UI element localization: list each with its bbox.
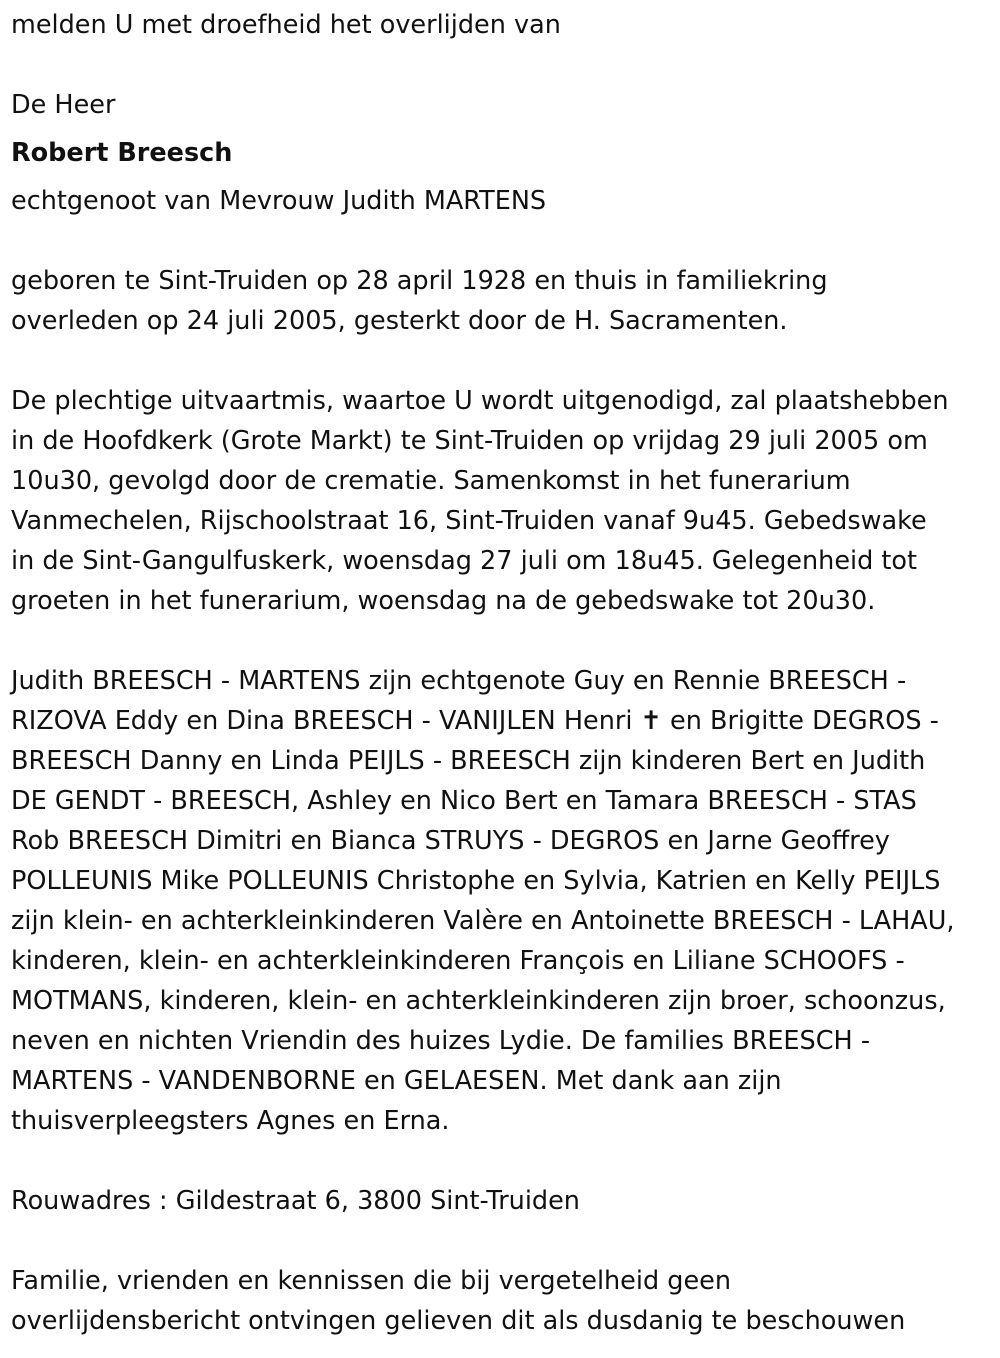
spouse-line: echtgenoot van Mevrouw Judith MARTENS [11,186,547,216]
family-line: thuisverpleegsters Agnes en Erna. [11,1106,450,1136]
death-notice [11,5,996,1341]
birth-line: geboren te Sint-Truiden op 28 april 1928 en thuis in familiekring [11,266,828,296]
family-line: neven en nichten Vriendin des huizes Lydie. De families BREESCH - [11,1026,871,1056]
family-line: MOTMANS, kinderen, klein- en achterkleinkinderen zijn broer, schoonzus, [11,986,946,1016]
family-line: MARTENS - VANDENBORNE en GELAESEN. Met dank aan zijn [11,1066,782,1096]
funeral-line: De plechtige uitvaartmis, waartoe U wordt uitgenodigd, zal plaatshebben [11,386,949,416]
family-line: POLLEUNIS Mike POLLEUNIS Christophe en Sylvia, Katrien en Kelly PEIJLS [11,866,941,896]
funeral-paragraph [11,381,996,621]
family-line: BREESCH Danny en Linda PEIJLS - BREESCH zijn kinderen Bert en Judith [11,746,926,776]
funeral-line: Vanmechelen, Rijschoolstraat 16, Sint-Truiden vanaf 9u45. Gebedswake [11,506,927,536]
family-line: DE GENDT - BREESCH, Ashley en Nico Bert en Tamara BREESCH - STAS [11,786,917,816]
family-line: zijn klein- en achterkleinkinderen Valère en Antoinette BREESCH - LAHAU, [11,906,955,936]
funeral-line: in de Hoofdkerk (Grote Markt) te Sint-Truiden op vrijdag 29 juli 2005 om [11,426,928,456]
mourning-address: Rouwadres : Gildestraat 6, 3800 Sint-Truiden [11,1186,580,1216]
family-line: RIZOVA Eddy en Dina BREESCH - VANIJLEN Henri ✝ en Brigitte DEGROS - [11,706,939,736]
deceased-name: Robert Breesch [11,138,233,168]
family-line: Judith BREESCH - MARTENS zijn echtgenote Guy en Rennie BREESCH - [11,666,907,696]
family-line: Rob BREESCH Dimitri en Bianca STRUYS - DEGROS en Jarne Geoffrey [11,826,890,856]
intro-text: melden U met droefheid het overlijden van [11,10,561,40]
closing-line: Familie, vrienden en kennissen die bij vergetelheid geen [11,1266,731,1296]
funeral-line: groeten in het funerarium, woensdag na de gebedswake tot 20u30. [11,586,876,616]
closing-paragraph [11,1261,996,1341]
family-paragraph [11,661,996,1141]
family-line: kinderen, klein- en achterkleinkinderen François en Liliane SCHOOFS - [11,946,905,976]
closing-line: overlijdensbericht ontvingen gelieven dit als dusdanig te beschouwen [11,1306,906,1336]
funeral-line: in de Sint-Gangulfuskerk, woensdag 27 juli om 18u45. Gelegenheid tot [11,546,917,576]
funeral-line: 10u30, gevolgd door de crematie. Samenkomst in het funerarium [11,466,851,496]
honorific: De Heer [11,90,116,120]
birth-death-paragraph [11,261,996,341]
death-line: overleden op 24 juli 2005, gesterkt door de H. Sacramenten. [11,306,788,336]
